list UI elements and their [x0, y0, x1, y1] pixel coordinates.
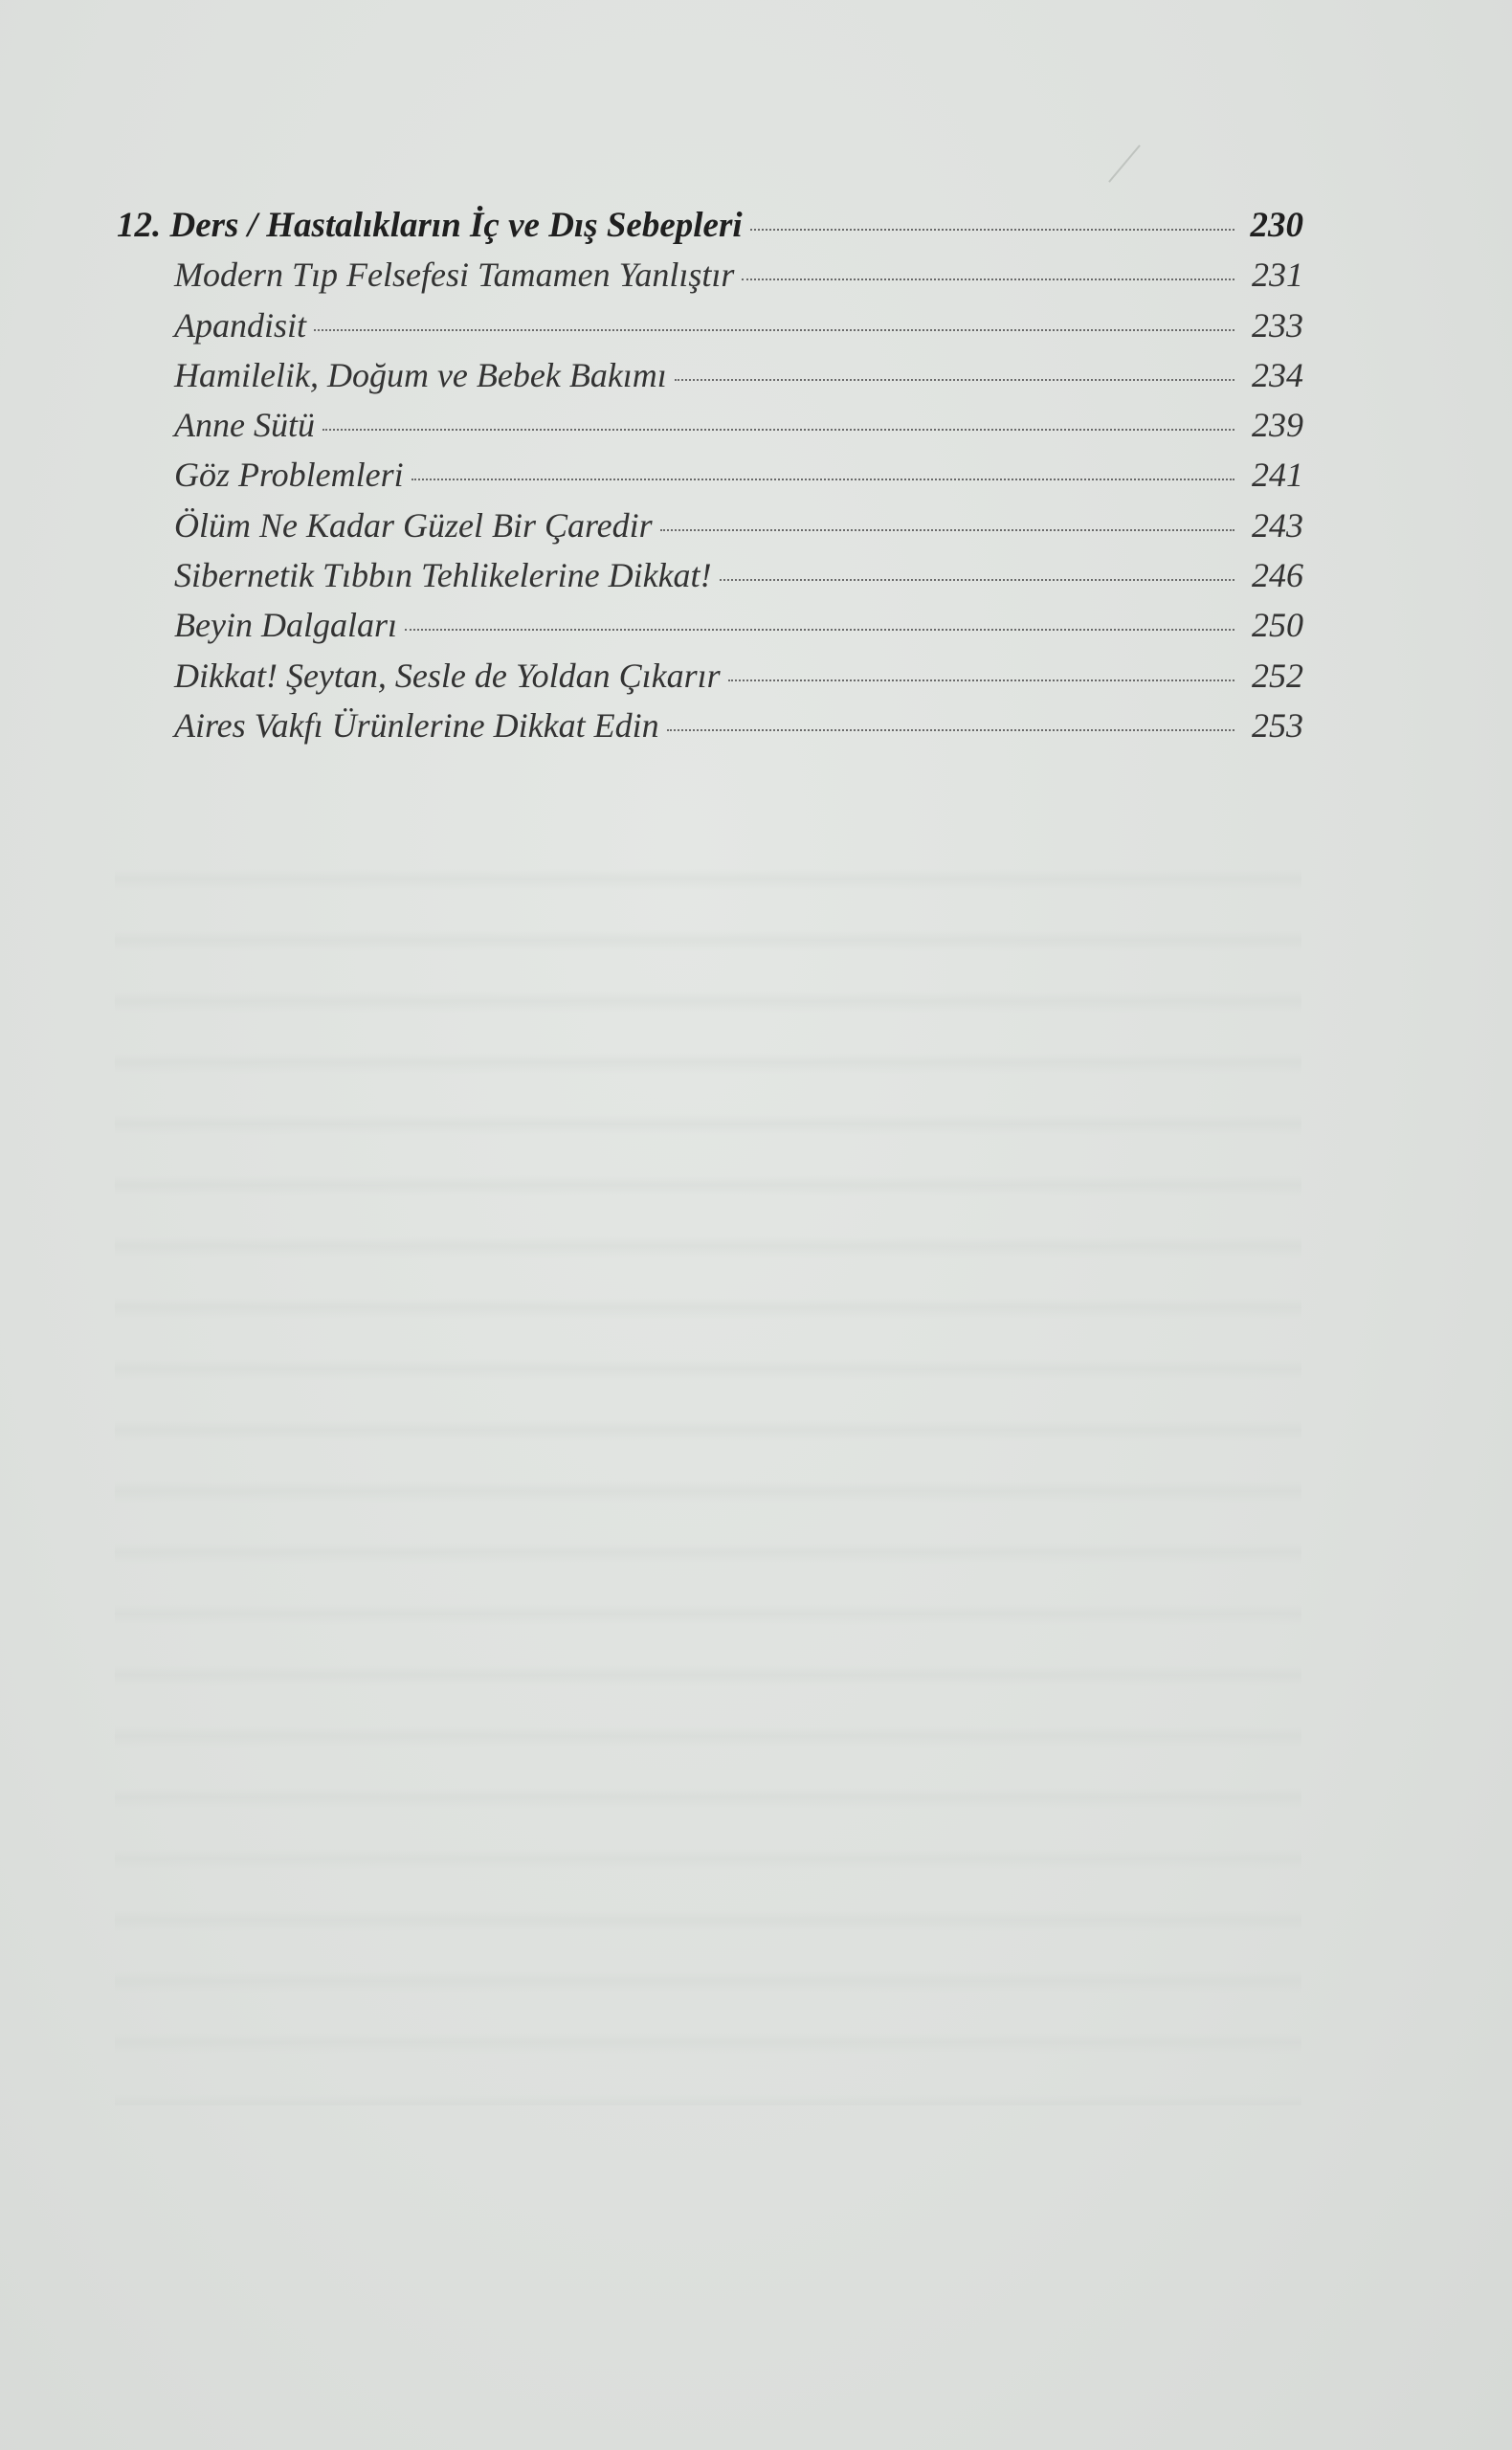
toc-section-page: 234 [1252, 355, 1303, 394]
toc-section-title: Sibernetik Tıbbın Tehlikelerine Dikkat! [174, 556, 712, 595]
toc-section-title: Beyin Dalgaları [174, 606, 397, 645]
dot-leader [405, 629, 1234, 631]
toc-section-page: 253 [1252, 705, 1303, 745]
dot-leader [314, 329, 1234, 331]
toc-section-title: Göz Problemleri [174, 456, 404, 495]
toc-section-page: 243 [1252, 505, 1303, 545]
toc-section-entry [117, 405, 1303, 455]
dot-leader [411, 479, 1234, 480]
toc-section-entry [117, 705, 1303, 755]
toc-section-entry [117, 605, 1303, 655]
dot-leader [742, 278, 1234, 280]
toc-section-entry [117, 355, 1303, 405]
toc-chapter-page: 230 [1250, 206, 1303, 245]
table-of-contents [117, 205, 1303, 755]
toc-chapter-entry [117, 205, 1303, 255]
toc-section-title: Dikkat! Şeytan, Sesle de Yoldan Çıkarır [174, 656, 721, 695]
toc-section-page: 233 [1252, 305, 1303, 345]
toc-section-title: Ölüm Ne Kadar Güzel Bir Çaredir [174, 505, 653, 545]
paper-crease [1108, 145, 1141, 183]
dot-leader [667, 729, 1234, 731]
dot-leader [728, 679, 1234, 681]
show-through-text [115, 842, 1301, 2105]
dot-leader [322, 429, 1234, 431]
toc-section-title: Apandisit [174, 305, 307, 345]
dot-leader [675, 379, 1234, 381]
toc-section-entry [117, 505, 1303, 555]
toc-section-title: Modern Tıp Felsefesi Tamamen Yanlıştır [174, 256, 735, 295]
dot-leader [720, 579, 1234, 581]
toc-chapter-title: 12. Ders / Hastalıkların İç ve Dış Sebepleri [117, 206, 743, 245]
toc-section-title: Aires Vakfı Ürünlerine Dikkat Edin [174, 705, 659, 745]
toc-section-entry [117, 555, 1303, 605]
toc-section-entry [117, 656, 1303, 705]
toc-section-entry [117, 455, 1303, 504]
toc-section-title: Anne Sütü [174, 406, 315, 445]
toc-section-page: 231 [1252, 256, 1303, 295]
toc-section-page: 250 [1252, 606, 1303, 645]
toc-section-page: 241 [1252, 456, 1303, 495]
dot-leader [660, 529, 1234, 531]
toc-section-page: 252 [1252, 656, 1303, 695]
toc-section-title: Hamilelik, Doğum ve Bebek Bakımı [174, 355, 667, 394]
toc-section-page: 239 [1252, 406, 1303, 445]
toc-section-entry [117, 255, 1303, 304]
dot-leader [750, 229, 1234, 231]
toc-section-page: 246 [1252, 556, 1303, 595]
toc-section-entry [117, 305, 1303, 355]
